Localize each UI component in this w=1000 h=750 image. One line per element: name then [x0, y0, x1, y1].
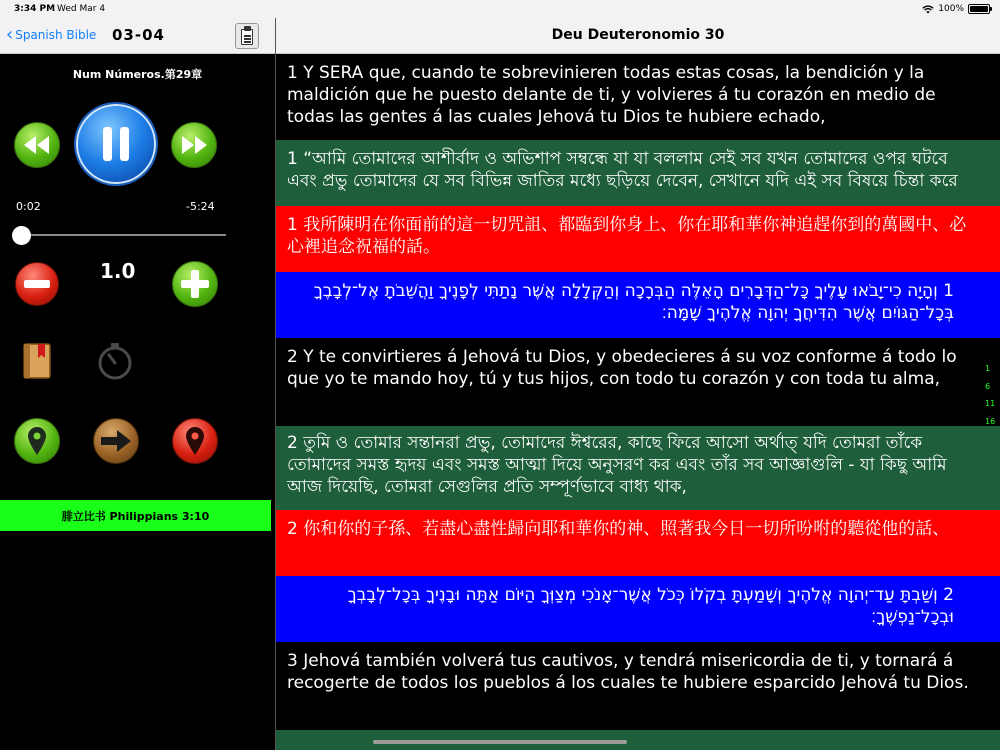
map-pin-icon [186, 427, 204, 455]
speed-down-button[interactable] [15, 262, 59, 306]
verse-text: 1 我所陳明在你面前的這一切咒詛、都臨到你身上、你在耶和華你神追趕你到的萬國中、必心裡追念祝福的話。 [287, 215, 967, 257]
minus-icon [24, 280, 50, 288]
verse-text: 1 וְהָיָה כִי־יָבֹאוּ עָלֶיךָ כָּל־הַדְּבָרִים הָאֵלֶּה הַבְּרָכָה וְהַקְּלָלָה אֲשֶׁר נָתַתִּי לְפָנֶיךָ וַהֲשֵׁבֹתָ אֶל־לְבָבֶךָ בְּכָל־הַגּוֹיִם אֲשֶׁר הִדִּיחֲךָ יְהוָה אֱלֹהֶיךָ שָׁמָּה׃ [313, 281, 954, 323]
verse-he-2[interactable] [276, 576, 1000, 642]
verse-text: 3 Jehová también volverá tus cautivos, y tendrá misericordia de ti, y tornará á recogerte de todos los pueblos á los cuales te hubiere esparcido Jehová tu Dios. [287, 651, 969, 693]
elapsed-time: 0:02 [16, 200, 41, 213]
verse-text: 2 Y te convirtieres á Jehová tu Dios, y obedecieres á su voz conforme á todo lo que yo te mando hoy, tú y tus hijos, con todo tu corazón y con toda tu alma, [287, 347, 957, 389]
home-indicator[interactable] [373, 740, 627, 744]
verse-zh-2[interactable] [276, 510, 1000, 576]
back-label: Spanish Bible [15, 28, 97, 42]
right-nav-bar [276, 18, 1000, 54]
progress-thumb[interactable] [12, 226, 31, 245]
sleep-timer-button[interactable] [96, 342, 134, 380]
map-pin-icon [28, 427, 46, 455]
verse-text: 1 “আমি তোমাদের আশীর্বাদ ও অভিশাপ সম্বন্ধে যা যা বললাম সেই সব যখন তোমাদের ওপর ঘটবে এবং প্রভু তোমাদের যে সব বিভিন্ন জাতির মধ্যে ছড়িয়ে দেবেন, সেখানে যদি এই সব বিষয়ে চিন্তা করে [287, 149, 958, 191]
clipboard-icon [241, 29, 253, 45]
verse-text: 2 你和你的子孫、若盡心盡性歸向耶和華你的神、照著我今日一切所吩咐的聽從他的話、 [287, 519, 950, 539]
arrow-right-icon [101, 430, 131, 452]
verse-text: 2 তুমি ও তোমার সন্তানরা প্রভু, তোমাদের ঈশ্বরের, কাছে ফিরে আসো অর্থাত্‌ যদি তোমরা তাঁকে তোমাদের সমস্ত হৃদয় এবং সমস্ত আত্মা দিয়ে অনুসরণ কর এবং তাঁর সব আজ্ঞাগুলি - যা কিছু আমি আজ দিয়েছি, তোমরা সেগুলির প্রতি সম্পূর্ণভাবে বাধ্য থাক, [287, 433, 947, 497]
verse-text: 2 וְשַׁבְתָּ עַד־יְהוָה אֱלֹהֶיךָ וְשָׁמַעְתָּ בְקֹלוֹ כְּכֹל אֲשֶׁר־אָנֹכִי מְצַוְּךָ הַיּוֹם אַתָּה וּבָנֶיךָ בְּכָל־לְבָבְךָ וּבְכָל־נַפְשֶׁךָ׃ [347, 585, 954, 627]
player-pane [0, 18, 275, 750]
speed-value: 1.0 [100, 259, 136, 283]
left-nav-bar [0, 18, 275, 54]
pause-icon [101, 127, 131, 161]
verse-bn-2[interactable] [276, 426, 1000, 510]
progress-slider[interactable] [16, 234, 226, 236]
verse-list[interactable] [276, 54, 1000, 750]
back-button[interactable] [6, 24, 97, 45]
verse-he-1[interactable] [276, 272, 1000, 338]
verse-index-item[interactable]: 16 [985, 417, 996, 426]
speed-up-button[interactable] [172, 261, 218, 307]
remaining-time: -5:24 [186, 200, 215, 213]
clipboard-button[interactable] [235, 23, 259, 49]
fast-forward-icon [181, 136, 207, 154]
reference-bar[interactable]: 腓立比书 Philippians 3:10 [0, 500, 271, 531]
forward-arrow-button[interactable] [93, 418, 139, 464]
status-time: 3:34 PM [14, 4, 56, 14]
verse-index-item[interactable]: 6 [985, 382, 991, 391]
timer-icon [96, 342, 134, 380]
rewind-icon [24, 136, 50, 154]
plus-icon [181, 270, 209, 298]
red-pin-button[interactable] [172, 418, 218, 464]
verse-es-2[interactable] [276, 338, 1000, 426]
fast-forward-button[interactable] [171, 122, 217, 168]
battery-icon [968, 4, 990, 14]
verse-zh-1[interactable] [276, 206, 1000, 272]
green-pin-button[interactable] [14, 418, 60, 464]
verse-es-1[interactable] [276, 62, 1000, 140]
chapter-title: Deu Deuteronomio 30 [551, 27, 725, 43]
now-playing-title: Num Números.第29章 [72, 68, 203, 81]
status-bar [0, 0, 1000, 18]
verse-es-3[interactable] [276, 642, 1000, 730]
status-right [922, 4, 990, 14]
book-icon [22, 342, 52, 380]
verse-index-item[interactable]: 1 [985, 364, 991, 373]
verse-index-item[interactable]: 11 [985, 399, 996, 408]
wifi-icon [922, 5, 934, 14]
status-date: Wed Mar 4 [57, 4, 106, 14]
verse-text: 1 Y SERA que, cuando te sobrevinieren todas estas cosas, la bendición y la maldición que he puesto delante de ti, y volvieres á tu corazón en medio de todas las gentes á las cuales Jehová tu Dios te hubiere echado, [287, 63, 936, 127]
chevron-left-icon: ‹ [6, 24, 14, 45]
battery-percent: 100% [938, 4, 964, 14]
pause-button[interactable] [76, 104, 156, 184]
chapter-code: 03-04 [112, 26, 165, 44]
bookmark-book-button[interactable] [22, 342, 52, 380]
rewind-button[interactable] [14, 122, 60, 168]
verse-bn-1[interactable] [276, 140, 1000, 206]
